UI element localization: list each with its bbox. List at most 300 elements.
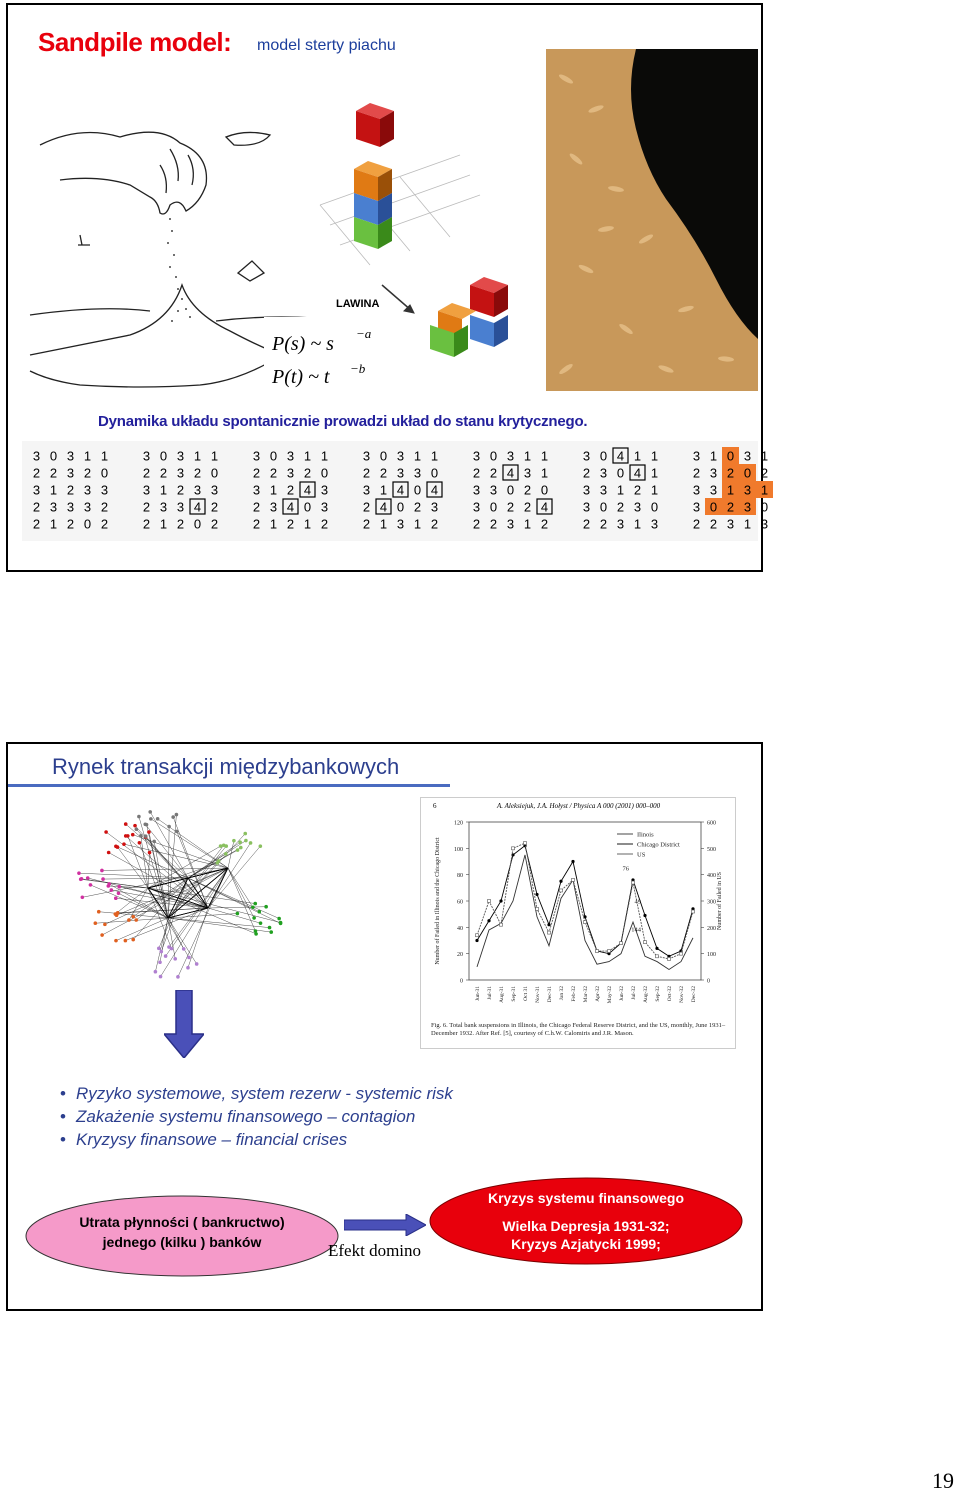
network-node xyxy=(97,910,101,914)
grid-cell-value: 3 xyxy=(760,516,769,532)
grid-cell-value: 0 xyxy=(430,465,439,481)
x-tick-label: Feb-32 xyxy=(571,986,577,1002)
series-point xyxy=(571,860,574,863)
annotation-label: 49 xyxy=(634,898,641,906)
grid-cell-value: 0 xyxy=(379,448,388,464)
grid-cell-value: 0 xyxy=(743,465,752,481)
grid-cell-value: 2 xyxy=(176,516,185,532)
y-tick-label-right: 600 xyxy=(707,820,716,827)
network-edge xyxy=(168,918,197,964)
grid-cell-value: 2 xyxy=(523,482,532,498)
bank-failure-ellipse xyxy=(24,1194,340,1278)
grid-cell-value: 0 xyxy=(396,499,405,515)
grid-cell-value: 3 xyxy=(193,482,202,498)
grid-cell-value: 1 xyxy=(616,482,625,498)
network-node xyxy=(222,843,226,847)
ellipse-line: Kryzys Azjatycki 1999; xyxy=(511,1236,661,1252)
bullet-text-en: contagion xyxy=(341,1107,416,1126)
grid-cell-value: 2 xyxy=(49,465,58,481)
series-line xyxy=(477,843,693,959)
grid-cell-value: 2 xyxy=(303,465,312,481)
series-point xyxy=(572,878,575,881)
network-node xyxy=(139,834,143,838)
y-tick-label-right: 200 xyxy=(707,925,716,932)
grid-cell-value: 2 xyxy=(83,465,92,481)
grid-cell-value: 3 xyxy=(709,482,718,498)
bank-suspensions-chart xyxy=(420,797,736,1049)
grid-cell-value: 3 xyxy=(142,448,151,464)
grid-cell-value: 2 xyxy=(379,465,388,481)
grid-cell-value: 1 xyxy=(379,516,388,532)
network-node xyxy=(117,885,121,889)
grid-cell-value: 2 xyxy=(210,499,219,515)
grid-cell-value: 1 xyxy=(523,516,532,532)
grid-cell-value: 1 xyxy=(540,448,549,464)
network-node xyxy=(156,817,160,821)
network-node xyxy=(131,833,135,837)
grid-cell-value: 3 xyxy=(709,465,718,481)
grid-cell-value: 0 xyxy=(726,448,735,464)
grid-cell-value: 1 xyxy=(303,448,312,464)
grid-cell-value: 2 xyxy=(582,465,591,481)
grid-cell-value: 2 xyxy=(709,516,718,532)
grid-cell-value: 1 xyxy=(159,516,168,532)
grid-cell-value: 2 xyxy=(726,499,735,515)
grid-cell-value: 2 xyxy=(269,465,278,481)
grid-cell-value: 3 xyxy=(523,465,532,481)
network-node xyxy=(252,916,256,920)
network-edge xyxy=(95,918,168,923)
network-edge xyxy=(188,878,259,912)
grid-cell-value: 0 xyxy=(760,499,769,515)
grid-cell-value: 0 xyxy=(193,516,202,532)
series-point xyxy=(487,919,490,922)
bullet-text-pl: Kryzysy finansowe – xyxy=(76,1130,236,1149)
grid-cell-value: 2 xyxy=(32,499,41,515)
network-node xyxy=(144,834,148,838)
grid-cell-value: 2 xyxy=(489,465,498,481)
sandpile-grid xyxy=(26,445,115,534)
y-tick-label-right: 400 xyxy=(707,873,716,880)
series-point xyxy=(547,923,550,926)
grid-cell-value: 2 xyxy=(159,465,168,481)
sandpile-grid xyxy=(356,445,445,534)
grid-cell-value: 3 xyxy=(430,499,439,515)
network-node xyxy=(117,891,121,895)
grid-cell-value: 3 xyxy=(692,499,701,515)
grid-cell-value: 2 xyxy=(472,516,481,532)
y-tick-label-left: 60 xyxy=(457,899,463,906)
grid-cell-value: 3 xyxy=(472,482,481,498)
network-node xyxy=(86,876,90,880)
grid-cell-value: 2 xyxy=(472,465,481,481)
grid-cell-value: 1 xyxy=(100,448,109,464)
grid-cell-value: 1 xyxy=(760,482,769,498)
series-line xyxy=(477,855,693,970)
formula-size: P(s) ~ s xyxy=(272,333,334,355)
grid-cell-value: 3 xyxy=(582,499,591,515)
grid-cell-value: 1 xyxy=(709,448,718,464)
series-point xyxy=(512,847,515,850)
grid-cell-value: 2 xyxy=(66,482,75,498)
y-tick-label-left: 20 xyxy=(457,952,463,959)
annotation-label: 76 xyxy=(622,865,629,873)
network-edge xyxy=(188,908,208,968)
grid-cell-value: 1 xyxy=(49,516,58,532)
grid-cell-value: 0 xyxy=(269,448,278,464)
grid-cell-value: 4 xyxy=(506,465,515,481)
series-point xyxy=(476,934,479,937)
network-node xyxy=(114,939,118,943)
grid-cell-value: 4 xyxy=(193,499,202,515)
network-node xyxy=(143,822,147,826)
grid-cell-value: 3 xyxy=(269,499,278,515)
series-point xyxy=(692,910,695,913)
grid-cell-value: 3 xyxy=(142,482,151,498)
grid-cell-value: 3 xyxy=(633,499,642,515)
grid-cell-value: 0 xyxy=(413,482,422,498)
grid-cell-value: 2 xyxy=(176,482,185,498)
y-axis-label-right: Number of Failed in US xyxy=(717,872,723,930)
grid-cell-value: 3 xyxy=(286,465,295,481)
x-tick-label: Sep-32 xyxy=(655,986,661,1002)
y-tick-label-left: 0 xyxy=(460,978,463,985)
ellipse-line: Utrata płynności ( bankructwo) xyxy=(79,1214,285,1230)
grid-cell-value: 4 xyxy=(616,448,625,464)
grid-cell-value: 2 xyxy=(760,465,769,481)
grid-cell-value: 0 xyxy=(320,465,329,481)
series-point xyxy=(680,952,683,955)
title-underline xyxy=(8,784,450,787)
annotation-label: 144 xyxy=(631,926,641,934)
network-node xyxy=(239,846,243,850)
network-node xyxy=(268,926,272,930)
legend-label: Chicago District xyxy=(637,841,680,849)
x-tick-label: Jul-31 xyxy=(487,986,493,1000)
grid-cell-value: 2 xyxy=(362,465,371,481)
network-node xyxy=(219,844,223,848)
dynamics-statement: Dynamika układu spontanicznie prowadzi układ do stanu krytycznego. xyxy=(98,413,588,430)
grid-cell-value: 3 xyxy=(362,482,371,498)
grid-cell-value: 2 xyxy=(32,516,41,532)
grid-cell-value: 3 xyxy=(396,516,405,532)
grid-cell-value: 3 xyxy=(650,516,659,532)
network-edge xyxy=(82,868,228,897)
network-edge xyxy=(154,841,168,918)
grid-cell-value: 2 xyxy=(692,465,701,481)
chart-header-page: 6 xyxy=(433,802,437,810)
financial-crisis-ellipse xyxy=(428,1176,744,1266)
network-node xyxy=(134,918,138,922)
grid-cell-value: 0 xyxy=(100,465,109,481)
grid-cell-value: 3 xyxy=(472,499,481,515)
series-point xyxy=(500,923,503,926)
network-node xyxy=(216,861,220,865)
network-node xyxy=(135,827,139,831)
grid-cell-value: 3 xyxy=(320,499,329,515)
grid-cell-value: 1 xyxy=(320,448,329,464)
network-node xyxy=(148,851,152,855)
network-node xyxy=(175,830,179,834)
grid-cell-value: 3 xyxy=(692,448,701,464)
grid-cell-value: 4 xyxy=(303,482,312,498)
grid-cell-value: 3 xyxy=(743,448,752,464)
grid-cell-value: 1 xyxy=(650,448,659,464)
grid-cell-value: 3 xyxy=(506,516,515,532)
grid-cell-value: 3 xyxy=(210,482,219,498)
cube-stack-column xyxy=(354,161,392,249)
formula-size-exponent: −a xyxy=(356,326,372,341)
sandpile-grid xyxy=(466,445,555,534)
series-point xyxy=(644,941,647,944)
x-tick-label: Aug-32 xyxy=(643,986,649,1003)
y-tick-label-right: 100 xyxy=(707,952,716,959)
grid-cell-value: 0 xyxy=(489,448,498,464)
grid-cell-value: 2 xyxy=(252,465,261,481)
network-node xyxy=(131,938,135,942)
network-node xyxy=(264,905,268,909)
sandpile-grid xyxy=(576,445,665,534)
grid-cell-value: 3 xyxy=(396,465,405,481)
network-node xyxy=(110,888,114,892)
grid-cell-value: 3 xyxy=(692,482,701,498)
grid-cell-value: 0 xyxy=(506,482,515,498)
slide-title: Sandpile model: xyxy=(38,27,232,57)
x-tick-label: Aug-31 xyxy=(499,986,505,1003)
series-point xyxy=(596,950,599,953)
grid-cell-value: 1 xyxy=(726,482,735,498)
grid-cell-value: 2 xyxy=(252,516,261,532)
network-node xyxy=(152,840,156,844)
grid-cell-value: 2 xyxy=(286,516,295,532)
grid-cell-value: 1 xyxy=(523,448,532,464)
grid-cell-value: 3 xyxy=(582,448,591,464)
network-edge xyxy=(208,908,261,923)
grid-cell-value: 2 xyxy=(362,516,371,532)
grid-cell-value: 4 xyxy=(379,499,388,515)
network-node xyxy=(103,923,107,927)
cube-avalanche-result xyxy=(430,277,508,357)
network-node xyxy=(124,822,128,826)
grid-cell-value: 1 xyxy=(650,465,659,481)
grid-cell-value: 0 xyxy=(709,499,718,515)
network-node xyxy=(254,929,258,933)
grid-cell-value: 2 xyxy=(599,516,608,532)
grid-cell-value: 1 xyxy=(413,448,422,464)
series-point xyxy=(524,842,527,845)
avalanche-arrow xyxy=(382,285,414,313)
y-tick-label-right: 0 xyxy=(707,978,710,985)
grid-cell-value: 2 xyxy=(32,465,41,481)
network-node xyxy=(159,950,163,954)
network-node xyxy=(107,851,111,855)
grid-cell-value: 3 xyxy=(49,499,58,515)
network-node xyxy=(249,841,253,845)
grid-cell-value: 3 xyxy=(66,499,75,515)
grid-cell-value: 3 xyxy=(176,465,185,481)
network-edge xyxy=(148,853,150,888)
y-tick-label-right: 300 xyxy=(707,899,716,906)
network-node xyxy=(89,883,93,887)
arrow-right xyxy=(344,1214,426,1236)
network-node xyxy=(253,902,257,906)
network-node xyxy=(279,922,283,926)
network-node xyxy=(149,817,153,821)
grid-cell-value: 3 xyxy=(599,465,608,481)
legend-label: US xyxy=(637,851,646,859)
network-node xyxy=(114,896,118,900)
x-tick-label: May-32 xyxy=(607,986,613,1004)
grid-cell-value: 1 xyxy=(633,448,642,464)
series-point xyxy=(488,900,491,903)
y-tick-label-left: 40 xyxy=(457,925,463,932)
grid-cell-value: 1 xyxy=(210,448,219,464)
network-node xyxy=(269,930,273,934)
grid-cell-value: 1 xyxy=(379,482,388,498)
grid-cell-value: 2 xyxy=(193,465,202,481)
network-node xyxy=(116,911,120,915)
sandpile-grid xyxy=(686,445,775,534)
grid-cell-value: 0 xyxy=(599,499,608,515)
network-node xyxy=(154,970,158,974)
grid-cell-value: 2 xyxy=(66,516,75,532)
grid-cell-value: 1 xyxy=(269,516,278,532)
grid-cell-value: 2 xyxy=(252,499,261,515)
series-point xyxy=(608,950,611,953)
network-node xyxy=(158,960,162,964)
grid-cell-value: 3 xyxy=(32,448,41,464)
series-point xyxy=(548,931,551,934)
network-node xyxy=(186,966,190,970)
legend-label: Ilinois xyxy=(637,831,654,839)
grid-cell-value: 4 xyxy=(396,482,405,498)
network-node xyxy=(81,895,85,899)
network-node xyxy=(124,834,128,838)
grid-cell-value: 0 xyxy=(540,482,549,498)
x-tick-label: Dec-32 xyxy=(691,986,697,1003)
grid-cell-value: 3 xyxy=(176,499,185,515)
network-edge xyxy=(151,819,228,868)
grid-cell-value: 1 xyxy=(49,482,58,498)
network-node xyxy=(236,912,240,916)
grid-cell-value: 0 xyxy=(650,499,659,515)
series-point xyxy=(499,899,502,902)
bullet-item xyxy=(60,1105,453,1128)
network-edges xyxy=(79,812,281,977)
network-node xyxy=(251,905,255,909)
series-point xyxy=(475,939,478,942)
network-node xyxy=(176,975,180,979)
x-tick-label: Sep-31 xyxy=(511,986,517,1002)
grid-cell-value: 4 xyxy=(633,465,642,481)
grid-cell-value: 3 xyxy=(100,482,109,498)
network-node xyxy=(257,910,261,914)
network-node xyxy=(116,845,120,849)
grid-cell-value: 3 xyxy=(32,482,41,498)
grid-cell-value: 4 xyxy=(430,482,439,498)
grid-cell-value: 3 xyxy=(743,482,752,498)
series-point xyxy=(643,914,646,917)
grid-cell-value: 3 xyxy=(582,482,591,498)
series-point xyxy=(535,893,538,896)
grid-cell-value: 2 xyxy=(210,516,219,532)
grid-cell-value: 0 xyxy=(210,465,219,481)
grid-cell-value: 2 xyxy=(413,499,422,515)
grid-cell-value: 2 xyxy=(633,482,642,498)
network-edge xyxy=(124,844,228,868)
grid-cell-value: 2 xyxy=(100,516,109,532)
network-node xyxy=(182,947,186,951)
network-node xyxy=(238,840,242,844)
grid-cell-value: 1 xyxy=(633,516,642,532)
grid-cell-value: 3 xyxy=(362,448,371,464)
network-node xyxy=(100,869,104,873)
cube-stack-top xyxy=(356,103,394,147)
grid-cell-value: 4 xyxy=(540,499,549,515)
grid-cell-value: 2 xyxy=(582,516,591,532)
bank-network-graph xyxy=(58,808,318,990)
network-node xyxy=(232,839,236,843)
grid-cell-value: 2 xyxy=(362,499,371,515)
grid-cell-value: 2 xyxy=(142,516,151,532)
grid-cell-value: 2 xyxy=(286,482,295,498)
grid-cell-value: 1 xyxy=(303,516,312,532)
formula-time-exponent: −b xyxy=(350,361,366,376)
network-node xyxy=(224,852,228,856)
network-node xyxy=(127,918,131,922)
bullet-text-pl: Ryzyko systemowe, system rezerw - xyxy=(76,1084,356,1103)
grid-cell-value: 0 xyxy=(49,448,58,464)
network-node xyxy=(77,871,81,875)
grid-cell-value: 0 xyxy=(159,448,168,464)
grid-cell-value: 1 xyxy=(269,482,278,498)
grid-cell-value: 3 xyxy=(726,516,735,532)
network-node xyxy=(147,830,151,834)
network-node xyxy=(80,877,84,881)
bullet-text-pl: Zakażenie systemu finansowego – xyxy=(76,1107,342,1126)
grid-cell-value: 3 xyxy=(83,499,92,515)
grid-floor xyxy=(320,155,480,265)
network-node xyxy=(175,813,179,817)
network-node xyxy=(195,962,199,966)
grid-cell-value: 3 xyxy=(252,482,261,498)
series-point xyxy=(536,907,539,910)
y-axis-label-left: Number of Failed in Illinois and the Chicago District xyxy=(435,837,441,965)
ellipse-title: Kryzys systemu finansowego xyxy=(487,1190,685,1206)
network-node xyxy=(157,947,161,951)
grid-cell-value: 0 xyxy=(616,465,625,481)
grid-cell-value: 0 xyxy=(303,499,312,515)
grid-cell-value: 0 xyxy=(83,516,92,532)
grid-cell-value: 3 xyxy=(506,448,515,464)
grid-cell-value: 2 xyxy=(320,516,329,532)
grid-cell-value: 1 xyxy=(760,448,769,464)
network-node xyxy=(173,957,177,961)
arrow-down xyxy=(164,990,204,1058)
network-node xyxy=(236,848,240,852)
grid-cell-value: 1 xyxy=(650,482,659,498)
x-tick-label: Jun-32 xyxy=(619,986,625,1001)
y-tick-label-right: 500 xyxy=(707,846,716,853)
network-edge xyxy=(145,824,188,878)
grid-cell-value: 3 xyxy=(159,499,168,515)
formula-time: P(t) ~ t xyxy=(272,366,330,388)
grid-cell-value: 3 xyxy=(66,448,75,464)
grid-cell-value: 3 xyxy=(66,465,75,481)
x-tick-label: Apr-32 xyxy=(595,986,601,1002)
x-tick-label: Mar-32 xyxy=(583,986,589,1003)
domino-effect-label: Efekt domino xyxy=(328,1241,422,1260)
